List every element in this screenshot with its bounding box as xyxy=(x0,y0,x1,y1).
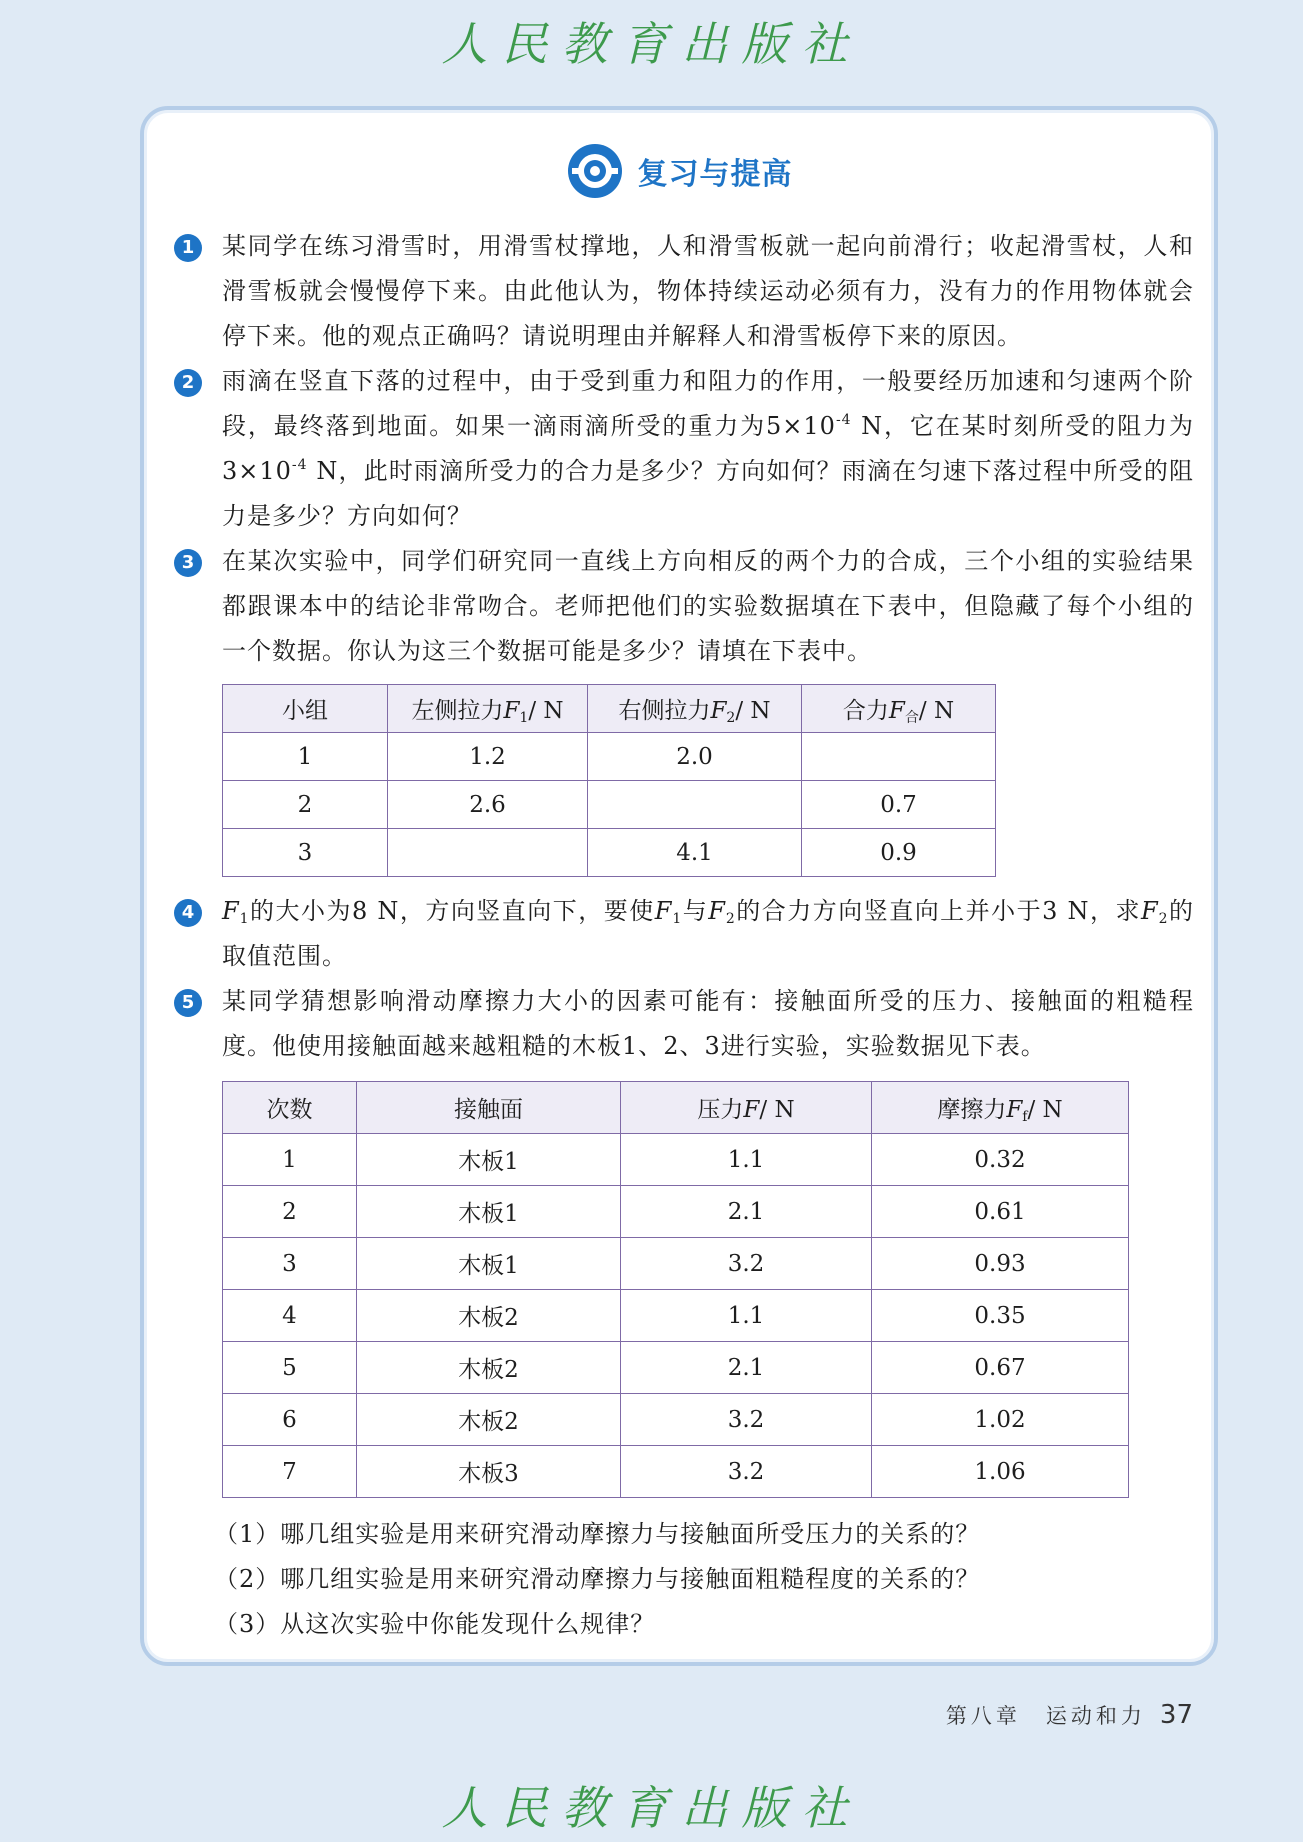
table-cell: 3.2 xyxy=(621,1394,872,1446)
table-cell: 7 xyxy=(223,1446,357,1498)
table-cell: 3 xyxy=(223,829,388,877)
question-4 xyxy=(174,889,1194,979)
chapter-label: 第八章 运动和力 xyxy=(945,1704,1146,1728)
force-table xyxy=(222,684,996,877)
header-friction: 摩擦力$F_f/$ N xyxy=(872,1082,1129,1134)
table-row xyxy=(223,1134,1129,1186)
friction-table xyxy=(222,1081,1129,1498)
question-5-text: 某同学猜想影响滑动摩擦力大小的因素可能有：接触面所受的压力、接触面的粗糙程度。他使用接触面越来越粗糙的木板1、2、3进行实验，实验数据见下表。 xyxy=(222,987,1194,1060)
table-cell: 木板2 xyxy=(357,1290,621,1342)
table-cell: 1 xyxy=(223,733,388,781)
table-row xyxy=(223,1186,1129,1238)
table-row xyxy=(223,1342,1129,1394)
table-cell: 1 xyxy=(223,1134,357,1186)
table-cell: 2.0 xyxy=(588,733,802,781)
header-count: 次数 xyxy=(223,1082,357,1134)
questions-content xyxy=(174,224,1194,1647)
table-row xyxy=(223,1238,1129,1290)
review-card xyxy=(140,106,1218,1666)
table-cell: 6 xyxy=(223,1394,357,1446)
table-cell: 木板2 xyxy=(357,1394,621,1446)
table-cell: 木板1 xyxy=(357,1238,621,1290)
table-row xyxy=(223,1446,1129,1498)
header-surface: 接触面 xyxy=(357,1082,621,1134)
question-3 xyxy=(174,539,1194,674)
table-cell-blank[interactable] xyxy=(802,733,996,781)
header-pressure: 压力F/ N xyxy=(621,1082,872,1134)
table-cell: 木板3 xyxy=(357,1446,621,1498)
table-cell: 0.61 xyxy=(872,1186,1129,1238)
table-cell: 2.1 xyxy=(621,1342,872,1394)
question-4-text: $F_1$的大小为8 N，方向竖直向下，要使$F_1$与$F_2$的合力方向竖直向上并小于3 N，求$F_2$的取值范围。 xyxy=(222,897,1195,970)
table-cell: 木板1 xyxy=(357,1186,621,1238)
table-row xyxy=(223,781,996,829)
table-cell: 2 xyxy=(223,781,388,829)
page-footer xyxy=(946,1700,1193,1730)
table-cell: 0.7 xyxy=(802,781,996,829)
header-right-force: 右侧拉力$F_2/$ N xyxy=(588,685,802,733)
header-net-force: 合力$F_合/$ N xyxy=(802,685,996,733)
question-number-3: 3 xyxy=(174,549,202,577)
table-cell: 0.32 xyxy=(872,1134,1129,1186)
table-cell: 木板1 xyxy=(357,1134,621,1186)
question-5 xyxy=(174,979,1194,1069)
section-title: 复习与提高 xyxy=(637,157,793,192)
table-cell: 木板2 xyxy=(357,1342,621,1394)
table-cell: 1.06 xyxy=(872,1446,1129,1498)
table-cell-blank[interactable] xyxy=(388,829,588,877)
table-cell-blank[interactable] xyxy=(588,781,802,829)
question-number-1: 1 xyxy=(174,234,202,262)
question-number-4: 4 xyxy=(174,899,202,927)
table-row xyxy=(223,1394,1129,1446)
table-cell: 2 xyxy=(223,1186,357,1238)
table-cell: 3.2 xyxy=(621,1446,872,1498)
publisher-logo-top: 人民教育出版社 xyxy=(441,17,862,71)
table-cell: 2.1 xyxy=(621,1186,872,1238)
table-cell: 1.1 xyxy=(621,1290,872,1342)
subquestion-1: （1）哪几组实验是用来研究滑动摩擦力与接触面所受压力的关系的？ xyxy=(214,1520,981,1548)
table-cell: 0.35 xyxy=(872,1290,1129,1342)
table-row xyxy=(223,733,996,781)
table-cell: 3 xyxy=(223,1238,357,1290)
subquestion-2: （2）哪几组实验是用来研究滑动摩擦力与接触面粗糙程度的关系的？ xyxy=(214,1565,981,1593)
table-row xyxy=(223,829,996,877)
table-cell: 5 xyxy=(223,1342,357,1394)
table-row xyxy=(223,1290,1129,1342)
table-cell: 1.02 xyxy=(872,1394,1129,1446)
question-number-2: 2 xyxy=(174,369,202,397)
subquestion-3: （3）从这次实验中你能发现什么规律？ xyxy=(214,1610,656,1638)
table-cell: 0.9 xyxy=(802,829,996,877)
header-group: 小组 xyxy=(223,685,388,733)
table-cell: 1.2 xyxy=(388,733,588,781)
table-cell: 2.6 xyxy=(388,781,588,829)
question-number-5: 5 xyxy=(174,989,202,1017)
question-3-text: 在某次实验中，同学们研究同一直线上方向相反的两个力的合成，三个小组的实验结果都跟课本中的结论非常吻合。老师把他们的实验数据填在下表中，但隐藏了每个小组的一个数据。你认为这三个数据可能是多少？请填在下表中。 xyxy=(222,547,1194,665)
table-cell: 0.67 xyxy=(872,1342,1129,1394)
table-header-row xyxy=(223,685,996,733)
page-number: 37 xyxy=(1159,1700,1193,1730)
publisher-logo-bottom: 人民教育出版社 xyxy=(441,1781,862,1835)
table-cell: 1.1 xyxy=(621,1134,872,1186)
target-icon xyxy=(566,142,624,200)
header-left-force: 左侧拉力$F_1/$ N xyxy=(388,685,588,733)
section-header xyxy=(144,142,1214,200)
table-cell: 3.2 xyxy=(621,1238,872,1290)
table-cell: 4 xyxy=(223,1290,357,1342)
table-header-row xyxy=(223,1082,1129,1134)
question-2-text: 雨滴在竖直下落的过程中，由于受到重力和阻力的作用，一般要经历加速和匀速两个阶段，最终落到地面。如果一滴雨滴所受的重力为$5\times 10^{-4}$ N，它在某时刻所受的阻力为$3\times 10^{-4}$ N，此时雨滴所受力的合力是多少？方向如何？雨滴在匀速下落过程中所受的阻力是多少？方向如何？ xyxy=(222,367,1194,530)
question-2 xyxy=(174,359,1194,539)
question-1-text: 某同学在练习滑雪时，用滑雪杖撑地，人和滑雪板就一起向前滑行；收起滑雪杖，人和滑雪板就会慢慢停下来。由此他认为，物体持续运动必须有力，没有力的作用物体就会停下来。他的观点正确吗？请说明理由并解释人和滑雪板停下来的原因。 xyxy=(222,232,1194,350)
question-1 xyxy=(174,224,1194,359)
table-cell: 0.93 xyxy=(872,1238,1129,1290)
table-cell: 4.1 xyxy=(588,829,802,877)
